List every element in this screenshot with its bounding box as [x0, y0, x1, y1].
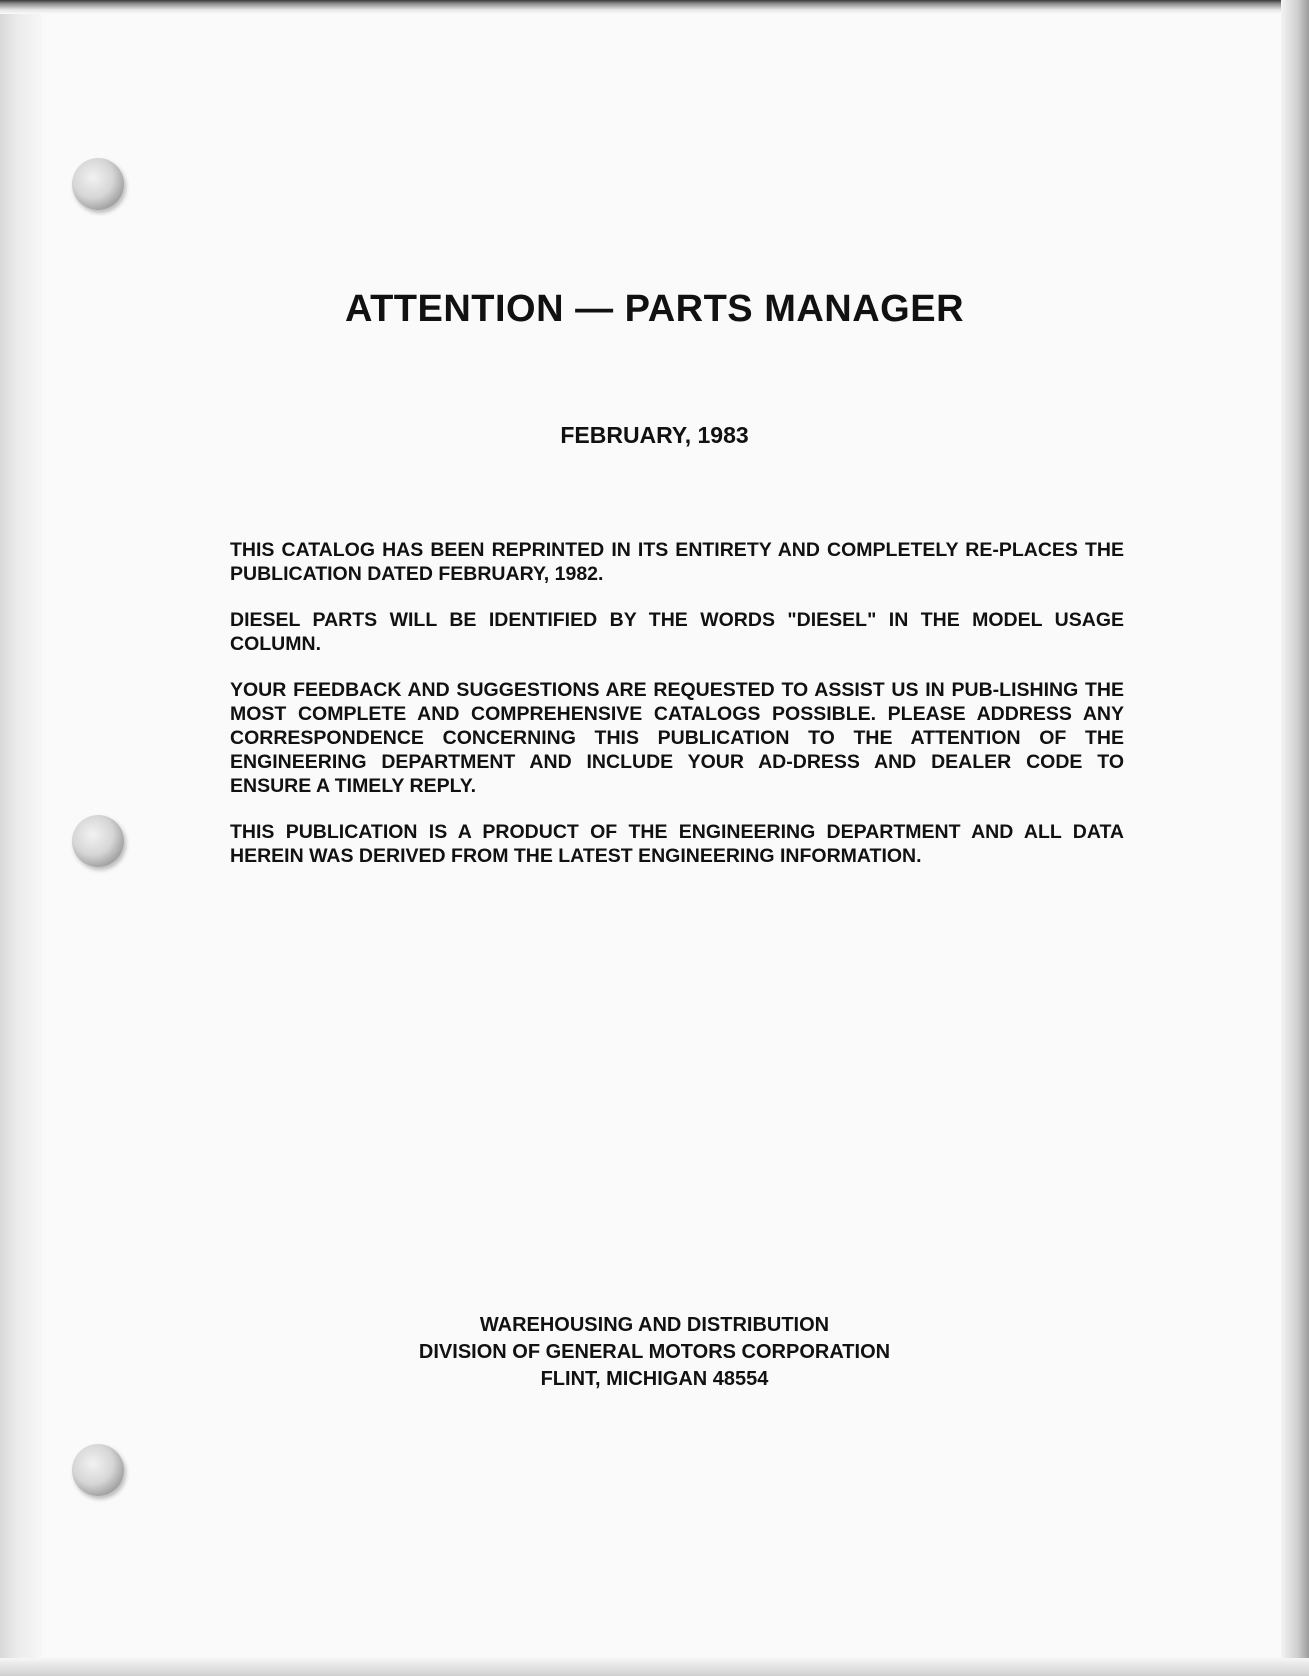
- paragraph-feedback: YOUR FEEDBACK AND SUGGESTIONS ARE REQUESTED TO ASSIST US IN PUB-LISHING THE MOST COMPLETE AND COMPREHENSIVE CATALOGS POSSIBLE. PLEASE ADDRESS ANY CORRESPONDENCE CONCERNING THIS PUBLICATION TO THE ATTENTION OF THE ENGINEERING DEPARTMENT AND INCLUDE YOUR AD-DRESS AND DEALER CODE TO ENSURE A TIMELY REPLY.: [230, 679, 1124, 797]
- paper-edge-bottom: [0, 1658, 1309, 1676]
- notice-body: [230, 538, 1124, 890]
- page-title: ATTENTION — PARTS MANAGER: [344, 288, 965, 330]
- punch-hole-middle: [72, 815, 124, 867]
- punch-hole-bottom: [72, 1444, 124, 1496]
- paragraph-reprint-notice: THIS CATALOG HAS BEEN REPRINTED IN ITS ENTIRETY AND COMPLETELY RE-PLACES THE PUBLICATION DATED FEBRUARY, 1982.: [230, 539, 1124, 585]
- footer-division-name: WAREHOUSING AND DISTRIBUTION: [479, 1314, 830, 1336]
- publication-date: FEBRUARY, 1983: [560, 422, 749, 448]
- paper-edge-right: [1281, 0, 1309, 1676]
- footer-corporation-name: DIVISION OF GENERAL MOTORS CORPORATION: [418, 1341, 891, 1363]
- punch-hole-top: [72, 158, 124, 210]
- paragraph-engineering-source: THIS PUBLICATION IS A PRODUCT OF THE ENGINEERING DEPARTMENT AND ALL DATA HEREIN WAS DERIVED FROM THE LATEST ENGINEERING INFORMATION.: [230, 821, 1124, 867]
- publisher-footer: [0, 1312, 1309, 1393]
- paragraph-diesel-parts: DIESEL PARTS WILL BE IDENTIFIED BY THE WORDS "DIESEL" IN THE MODEL USAGE COLUMN.: [230, 609, 1124, 655]
- paper-edge-left: [0, 0, 42, 1676]
- paper-edge-top: [0, 0, 1309, 14]
- footer-address: FLINT, MICHIGAN 48554: [540, 1368, 769, 1390]
